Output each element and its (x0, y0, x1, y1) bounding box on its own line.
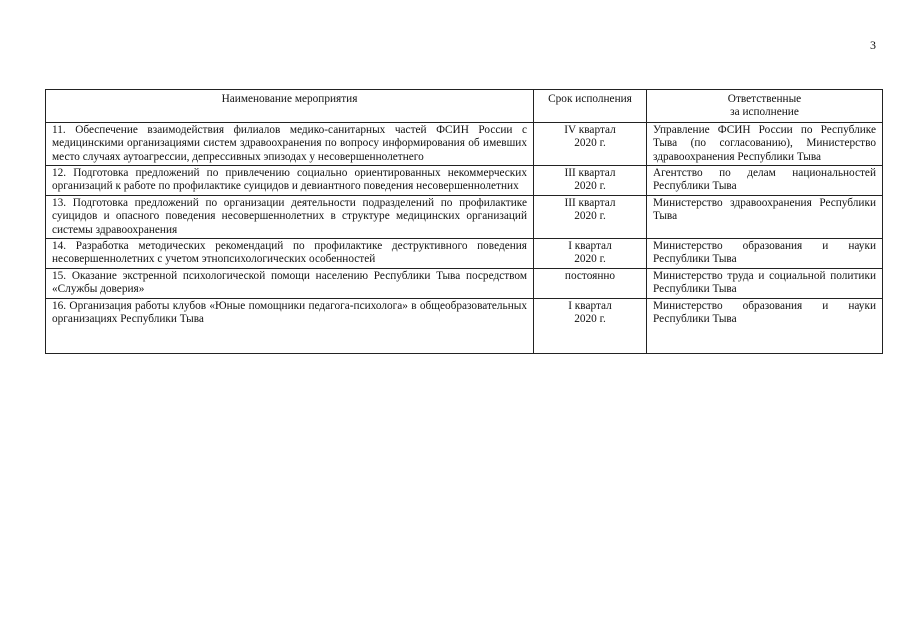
table-row (46, 239, 883, 269)
term-cell (534, 166, 647, 196)
term-cell (534, 239, 647, 269)
term-line1: III квартал (564, 196, 616, 209)
term-line2: 2020 г. (574, 253, 606, 266)
term-line1: III квартал (564, 167, 616, 180)
event-cell: 16. Организация работы клубов «Юные помощники педагога-психолога» в общеобразовательных организациях Республики Тыва (46, 298, 534, 353)
term-line1: I квартал (568, 299, 612, 312)
table-row (46, 122, 883, 165)
term-line1: постоянно (564, 269, 616, 282)
term-cell (534, 195, 647, 238)
responsible-cell: Управление ФСИН России по Республике Тыва (по согласованию), Министерство здравоохранения Республики Тыва (647, 122, 883, 165)
responsible-cell: Министерство здравоохранения Республики Тыва (647, 195, 883, 238)
table-row (46, 268, 883, 298)
term-line1: I квартал (568, 240, 612, 253)
page-number: 3 (870, 38, 876, 52)
term-cell (534, 298, 647, 353)
term-cell (534, 122, 647, 165)
event-cell: 14. Разработка методических рекомендаций по профилактике деструктивного поведения несовершеннолетних с учетом этнопсихологических особенностей (46, 239, 534, 269)
event-cell: 13. Подготовка предложений по организации деятельности подразделений по профилактике суицидов и опасного поведения несовершеннолетних в структуре медицинских организаций системы здравоохранения (46, 195, 534, 238)
responsible-cell: Министерство образования и науки Республики Тыва (647, 239, 883, 269)
header-event: Наименование мероприятия (46, 90, 534, 123)
responsible-cell: Министерство труда и социальной политики Республики Тыва (647, 268, 883, 298)
event-cell: 11. Обеспечение взаимодействия филиалов медико-санитарных частей ФСИН России с медицинскими организациями систем здравоохранения по вопросу информирования об имевших место случаях аутоагрессии, депрессивных эпизодах у несовершеннолетнего (46, 122, 534, 165)
header-responsible-line2: за исполнение (730, 106, 799, 119)
term-line1: IV квартал (564, 123, 616, 136)
responsible-cell: Агентство по делам национальностей Республики Тыва (647, 166, 883, 196)
term-line2: 2020 г. (574, 313, 606, 326)
term-line2: 2020 г. (574, 137, 606, 150)
responsible-cell: Министерство образования и науки Республики Тыва (647, 298, 883, 353)
term-line2: 2020 г. (574, 210, 606, 223)
header-responsible (647, 90, 883, 123)
table-row (46, 195, 883, 238)
table-row (46, 166, 883, 196)
activities-table (45, 89, 883, 354)
event-cell: 12. Подготовка предложений по привлечению социально ориентированных некоммерческих организаций к работе по профилактике суицидов и девиантного поведения несовершеннолетних (46, 166, 534, 196)
term-line2: 2020 г. (574, 180, 606, 193)
header-term: Срок исполнения (534, 90, 647, 123)
header-responsible-line1: Ответственные (727, 93, 802, 105)
event-cell: 15. Оказание экстренной психологической помощи населению Республики Тыва посредством «Службы доверия» (46, 268, 534, 298)
term-cell (534, 268, 647, 298)
table-header-row (46, 90, 883, 123)
table-row (46, 298, 883, 353)
